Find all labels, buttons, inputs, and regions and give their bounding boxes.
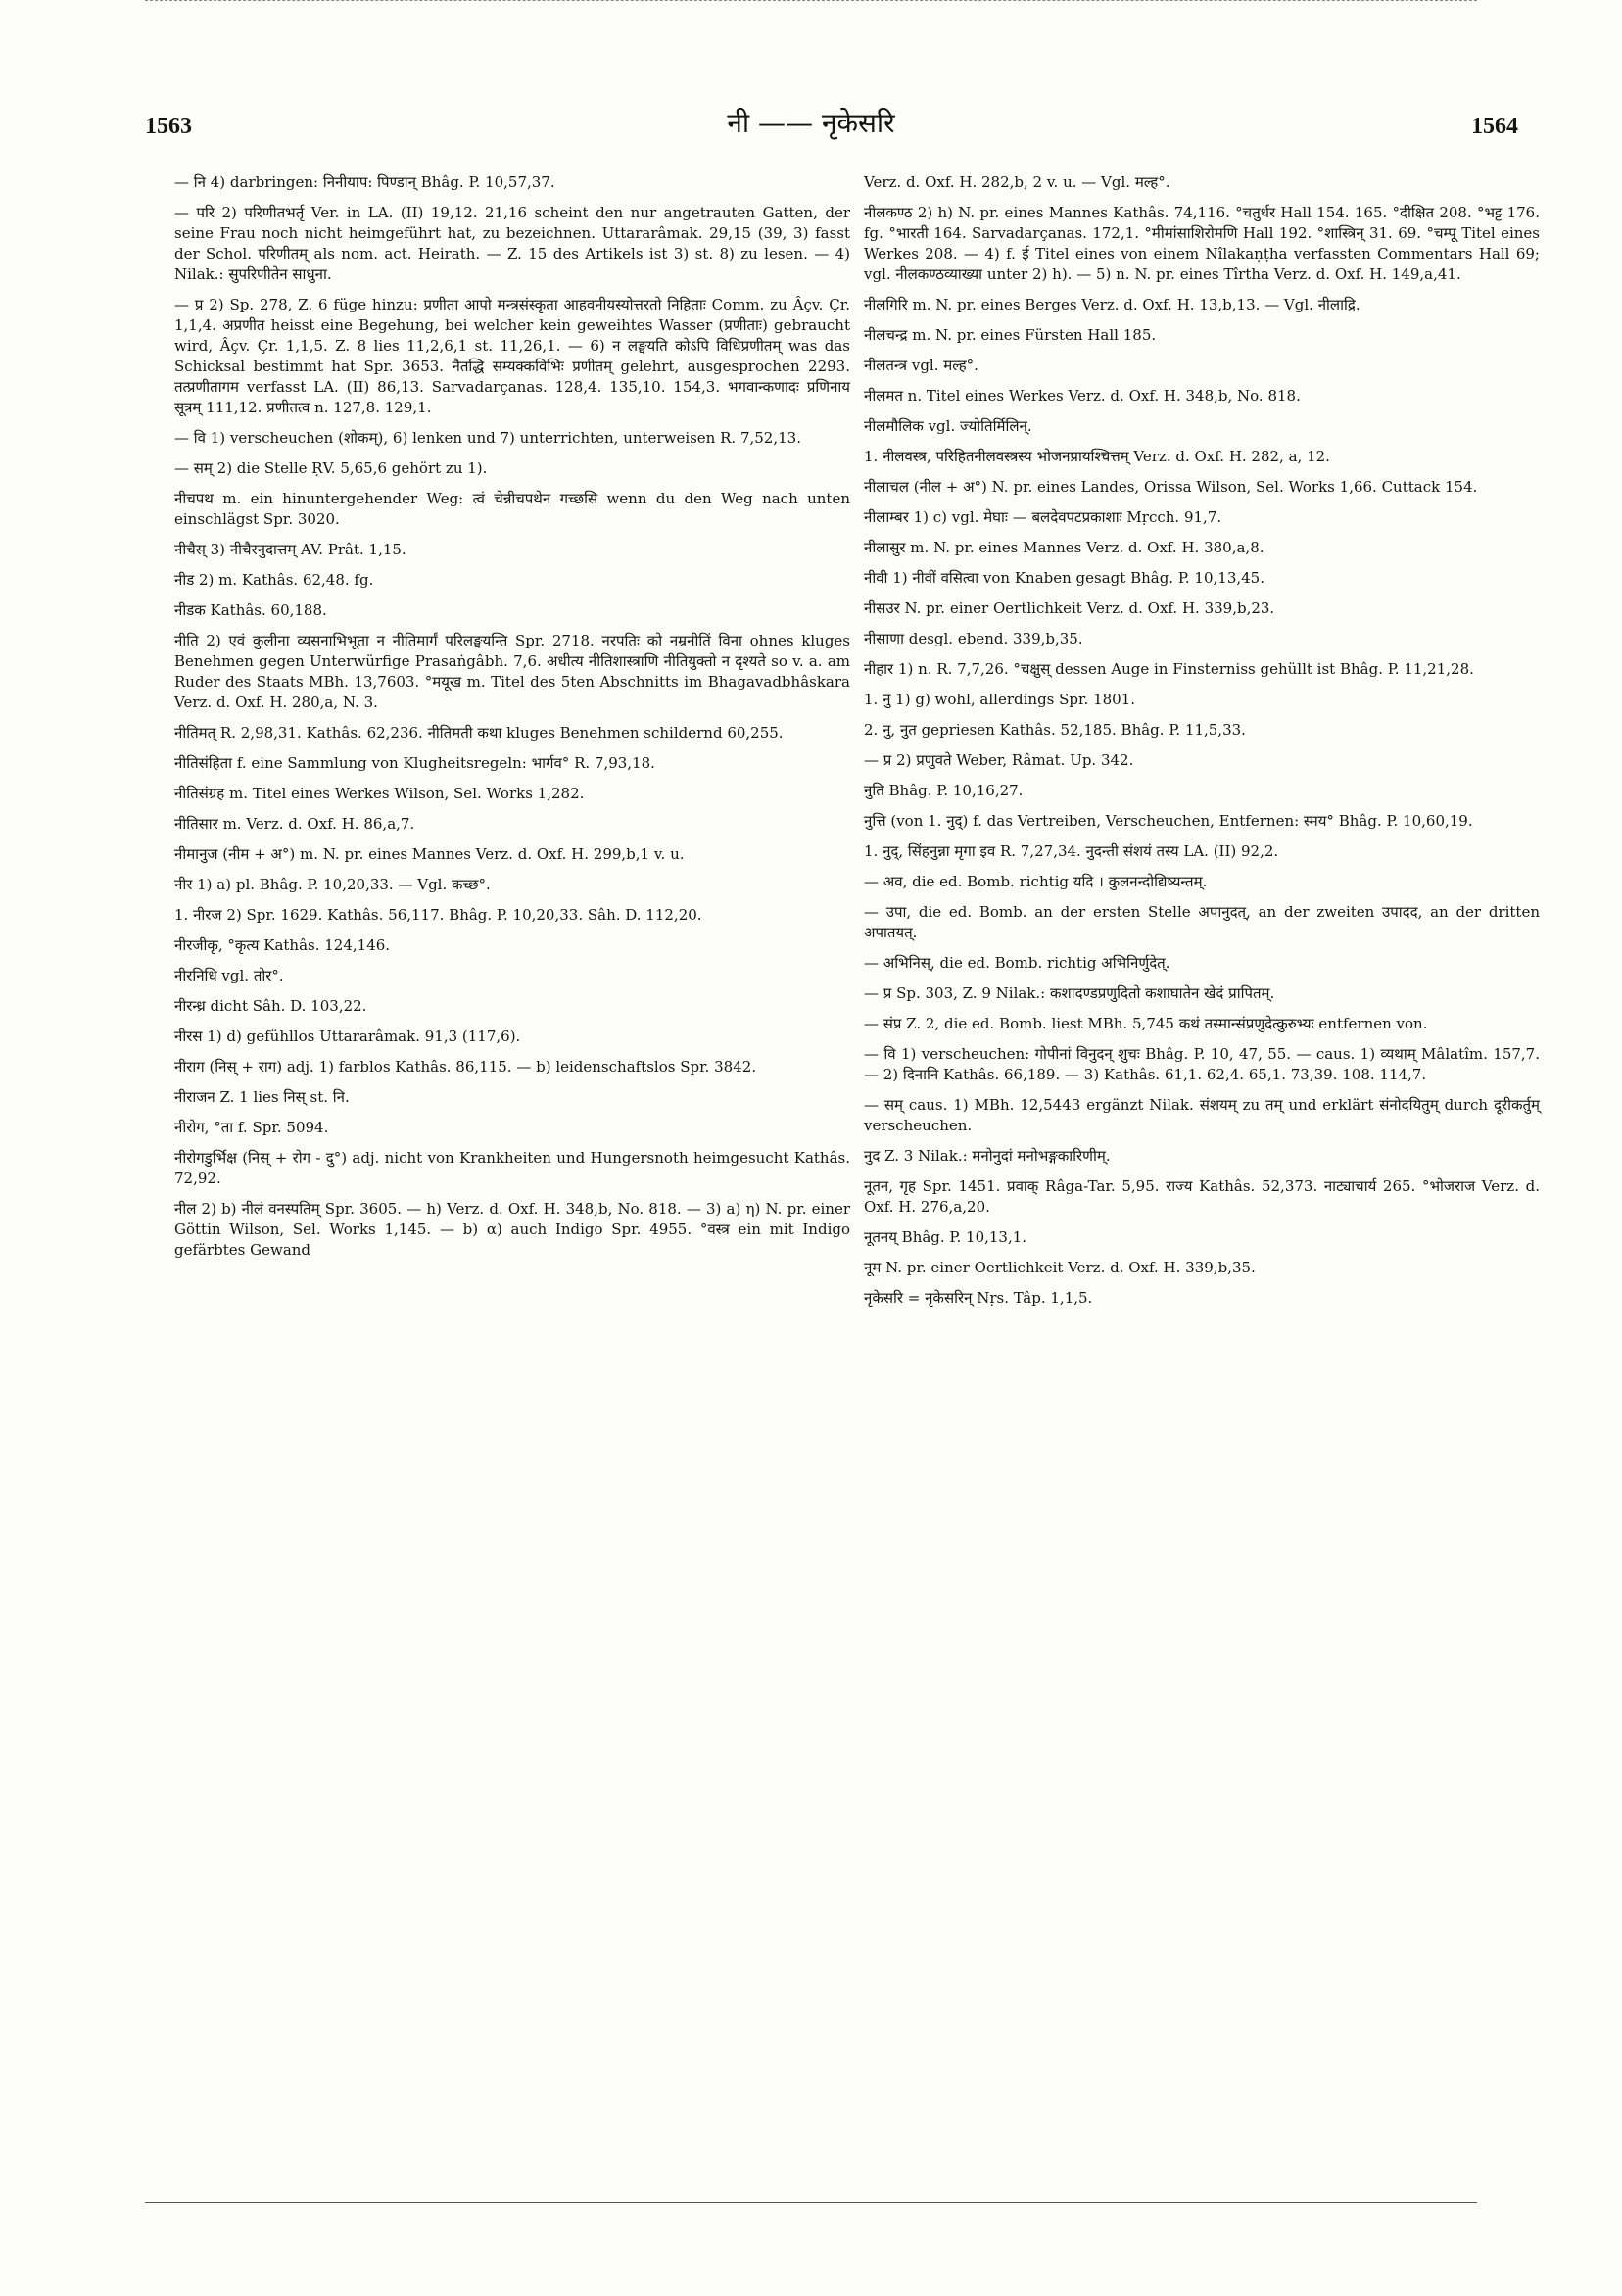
dictionary-entry: — नि 4) darbringen: निनीयाप: पिण्डान् Bhâg. P. 10,57,37. — [174, 173, 555, 191]
dictionary-entry: नूतन, गृह Spr. 1451. प्रवाक् Râga-Tar. 5,95. राज्य Kathâs. 52,373. नाट्याचार्य 265. °भोजराज Verz. d. Oxf. H. 276,a,20. — [864, 1177, 1540, 1216]
dictionary-entry: नुत्ति (von 1. नुद्) f. das Vertreiben, Verscheuchen, Entfernen: स्मय° Bhâg. P. 10,60,19. — [864, 812, 1473, 830]
dictionary-entry: — प्र Sp. 303, Z. 9 Nilak.: कशादण्डप्रणुदितो कशाघातेन खेदं प्रापितम्. — [864, 984, 1275, 1002]
dictionary-entry: नीचैस् 3) नीचैरनुदात्तम् AV. Prât. 1,15. — [174, 541, 406, 558]
running-title: नी —— नृकेसरि — [727, 107, 895, 139]
dictionary-entry: नीरस 1) d) gefühllos Uttararâmak. 91,3 (117,6). — [174, 1028, 521, 1045]
dictionary-entry: नीहार 1) n. R. 7,7,26. °चक्षुस् dessen Auge in Finsterniss gehüllt ist Bhâg. P. 11,21,28. — [864, 660, 1474, 678]
dictionary-entry: 2. नु, नुत gepriesen Kathâs. 52,185. Bhâg. P. 11,5,33. — [864, 721, 1246, 739]
dictionary-entry: — सम् caus. 1) MBh. 12,5443 ergänzt Nilak. संशयम् zu तम् und erklärt संनोदयितुम् durch दूरीकर्तुम् verscheuchen. — [864, 1096, 1540, 1134]
dictionary-entry: नीरनिधि vgl. तोर°. — [174, 967, 284, 984]
left-column — [174, 172, 850, 1270]
dictionary-entry: — संप्र Z. 2, die ed. Bomb. liest MBh. 5,745 कथं तस्मान्संप्रणुदेत्कुरुभ्यः entfernen von. — [864, 1015, 1428, 1032]
page-number-right: 1564 — [1471, 114, 1518, 139]
dictionary-entry: नीचपथ m. ein hinuntergehender Weg: त्वं चेन्नीचपथेन गच्छसि wenn du den Weg nach unten einschlägst Spr. 3020. — [174, 490, 850, 528]
dictionary-entry: — प्र 2) प्रणुवते Weber, Râmat. Up. 342. — [864, 751, 1134, 769]
dictionary-entry: 1. नीलवस्त्र, परिहितनीलवस्त्रस्य भोजनप्रायश्चित्तम् Verz. d. Oxf. H. 282, a, 12. — [864, 448, 1330, 465]
dictionary-entry: 1. नुद्, सिंहनुन्ना मृगा इव R. 7,27,34. नुदन्ती संशयं तस्य LA. (II) 92,2. — [864, 842, 1279, 860]
top-edge-line — [145, 0, 1477, 1]
dictionary-entry: नीवी 1) नीवीं वसित्वा von Knaben gesagt Bhâg. P. 10,13,45. — [864, 569, 1264, 587]
right-column — [864, 172, 1540, 1318]
dictionary-entry: नीलकण्ठ 2) h) N. pr. eines Mannes Kathâs. 74,116. °चतुर्धर Hall 154. 165. °दीक्षित 208. °भट्ट 176. fg. °भारती 164. Sarvadarçanas. 172,1. °मीमांसाशिरोमणि Hall 192. °शास्त्रिन् 31. 69. °चम्पू Titel eines Werkes 208. — 4) f. ई Titel eines von einem Nîlakaṇṭha verfassten Commentars Hall 69; vgl. नीलकण्ठव्याख्या unter 2) h). — 5) n. N. pr. eines Tîrtha Verz. d. Oxf. H. 149,a,41. — [864, 204, 1540, 283]
dictionary-entry: नीरोग, °ता f. Spr. 5094. — [174, 1119, 329, 1136]
dictionary-entry: नीराग (निस् + राग) adj. 1) farblos Kathâs. 86,115. — b) leidenschaftslos Spr. 3842. — [174, 1058, 757, 1076]
dictionary-entry: — सम् 2) die Stelle ṚV. 5,65,6 gehört zu 1). — [174, 459, 488, 477]
dictionary-entry: नीतिसार m. Verz. d. Oxf. H. 86,a,7. — [174, 815, 415, 833]
dictionary-entry: — अभिनिस्, die ed. Bomb. richtig अभिनिर्णुदेत्. — [864, 954, 1170, 972]
dictionary-entry: नीतिसंहिता f. eine Sammlung von Klugheitsregeln: भार्गव° R. 7,93,18. — [174, 754, 655, 772]
dictionary-entry: नीलमत n. Titel eines Werkes Verz. d. Oxf. H. 348,b, No. 818. — [864, 387, 1301, 405]
dictionary-entry: नुद Z. 3 Nilak.: मनोनुदां मनोभङ्गकारिणीम्. — [864, 1147, 1111, 1165]
dictionary-entry: नीति 2) एवं कुलीना व्यसनाभिभूता न नीतिमार्गं परिलङ्घयन्ति Spr. 2718. नरपतिः को नम्रनीतिं विना ohnes kluges Benehmen gegen Unterwürfige Prasaṅgâbh. 7,6. अधीत्य नीतिशास्त्राणि नीतियुक्तो न दृश्यते so v. a. am Ruder des Staats MBh. 13,7603. °मयूख m. Titel des 5ten Abschnitts im Bhagavadbhâskara Verz. d. Oxf. H. 280,a, N. 3. — [174, 632, 850, 711]
dictionary-entry: नृकेसरि = नृकेसरिन् Nṛs. Tâp. 1,1,5. — [864, 1289, 1093, 1307]
dictionary-entry: नीसाणा desgl. ebend. 339,b,35. — [864, 630, 1083, 647]
page-number-left: 1563 — [145, 114, 192, 139]
dictionary-entry: नीलमौलिक vgl. ज्योतिर्मिलिन्. — [864, 417, 1032, 435]
dictionary-entry: 1. नीरज 2) Spr. 1629. Kathâs. 56,117. Bhâg. P. 10,20,33. Sâh. D. 112,20. — [174, 906, 702, 924]
dictionary-entry: — वि 1) verscheuchen: गोपीनां विनुदन् शुचः Bhâg. P. 10, 47, 55. — caus. 1) व्यथाम् Mâlatîm. 157,7. — 2) दिनानि Kathâs. 66,189. — 3) Kathâs. 61,1. 62,4. 65,1. 73,39. 108. 114,7. — [864, 1045, 1540, 1083]
dictionary-entry: नीलाम्बर 1) c) vgl. मेघाः — बलदेवपटप्रकाशाः Mṛcch. 91,7. — [864, 508, 1222, 526]
dictionary-entry: नूम N. pr. einer Oertlichkeit Verz. d. Oxf. H. 339,b,35. — [864, 1259, 1256, 1276]
dictionary-entry: नीराजन Z. 1 lies निस् st. नि. — [174, 1088, 350, 1106]
dictionary-entry: नीरन्ध्र dicht Sâh. D. 103,22. — [174, 997, 367, 1015]
dictionary-entry: — प्र 2) Sp. 278, Z. 6 füge hinzu: प्रणीता आपो मन्त्रसंस्कृता आहवनीयस्योत्तरतो निहिताः Comm. zu Âçv. Çr. 1,1,4. अप्रणीत heisst eine Begehung, bei welcher kein geweihtes Wasser (प्रणीताः) gebraucht wird, Âçv. Çr. 1,1,5. Z. 8 lies 11,2,6,1 st. 11,26,1. — 6) न लङ्घयति कोऽपि विधिप्रणीतम् was das Schicksal bestimmt hat Spr. 3653. नैतद्धि सम्यक्कविभिः प्रणीतम् gelehrt, ausgesprochen 2293. तत्प्रणीतागम verfasst LA. (II) 86,13. Sarvadarçanas. 128,4. 135,10. 154,3. भगवान्कणादः प्रणिनाय सूत्रम् 111,12. प्रणीतत्व n. 127,8. 129,1. — [174, 296, 850, 416]
dictionary-entry: नीतिमत् R. 2,98,31. Kathâs. 62,236. नीतिमती कथा kluges Benehmen schildernd 60,255. — [174, 724, 784, 741]
dictionary-entry: नीरजीकृ, °कृत्य Kathâs. 124,146. — [174, 936, 391, 954]
dictionary-entry: नीलतन्त्र vgl. मल्ह°. — [864, 357, 978, 374]
dictionary-entry: नीर 1) a) pl. Bhâg. P. 10,20,33. — Vgl. कच्छ°. — [174, 876, 491, 893]
dictionary-entry: नूतनय् Bhâg. P. 10,13,1. — [864, 1228, 1027, 1246]
dictionary-entry: — परि 2) परिणीतभर्तृ Ver. in LA. (II) 19,12. 21,16 scheint den nur angetrauten Gatten, der seine Frau noch nicht heimgeführt hat, zu bezeichnen. Uttararâmak. 29,15 (39, 3) fasst der Schol. परिणीतम् als nom. act. Heirath. — Z. 15 des Artikels ist 3) st. 8) zu lesen. — 4) Nilak.: सुपरिणीतेन साधुना. — [174, 204, 850, 283]
dictionary-entry: नीडक Kathâs. 60,188. — [174, 601, 327, 619]
dictionary-entry: नीसउर N. pr. einer Oertlichkeit Verz. d. Oxf. H. 339,b,23. — [864, 599, 1275, 617]
dictionary-entry: नीलगिरि m. N. pr. eines Berges Verz. d. Oxf. H. 13,b,13. — Vgl. नीलाद्रि. — [864, 296, 1360, 313]
dictionary-entry: नीमानुज (नीम + अ°) m. N. pr. eines Mannes Verz. d. Oxf. H. 299,b,1 v. u. — [174, 845, 685, 863]
dictionary-entry: — अव, die ed. Bomb. richtig यदि । कुलनन्दोद्यिष्यन्तम्. — [864, 873, 1208, 890]
dictionary-entry: — उपा, die ed. Bomb. an der ersten Stelle अपानुदत्, an der zweiten उपादद, an der dritten अपातयत्. — [864, 903, 1540, 941]
bottom-rule — [145, 2202, 1477, 2203]
dictionary-entry: नील 2) b) नीलं वनस्पतिम् Spr. 3605. — h) Verz. d. Oxf. H. 348,b, No. 818. — 3) a) η) N. pr. einer Göttin Wilson, Sel. Works 1,145. — b) α) auch Indigo Spr. 4955. °वस्त्र ein mit Indigo gefärbtes Gewand — [174, 1200, 850, 1259]
dictionary-entry: नीलचन्द्र m. N. pr. eines Fürsten Hall 185. — [864, 326, 1157, 344]
dictionary-entry: 1. नु 1) g) wohl, allerdings Spr. 1801. — [864, 691, 1136, 708]
dictionary-entry: Verz. d. Oxf. H. 282,b, 2 v. u. — Vgl. मल्ह°. — [864, 173, 1170, 191]
dictionary-entry: नीरोगडुर्भिक्ष (निस् + रोग - दु°) adj. nicht von Krankheiten und Hungersnoth heimgesucht Kathâs. 72,92. — [174, 1149, 850, 1187]
dictionary-entry: नीड 2) m. Kathâs. 62,48. fg. — [174, 571, 374, 589]
dictionary-entry: नीतिसंग्रह m. Titel eines Werkes Wilson, Sel. Works 1,282. — [174, 785, 585, 802]
dictionary-entry: नीलाचल (नील + अ°) N. pr. eines Landes, Orissa Wilson, Sel. Works 1,66. Cuttack 154. — [864, 478, 1478, 496]
dictionary-entry: — वि 1) verscheuchen (शोकम्), 6) lenken und 7) unterrichten, unterweisen R. 7,52,13. — [174, 429, 801, 447]
dictionary-entry: नीलासुर m. N. pr. eines Mannes Verz. d. Oxf. H. 380,a,8. — [864, 539, 1264, 556]
dictionary-entry: नुति Bhâg. P. 10,16,27. — [864, 782, 1024, 799]
